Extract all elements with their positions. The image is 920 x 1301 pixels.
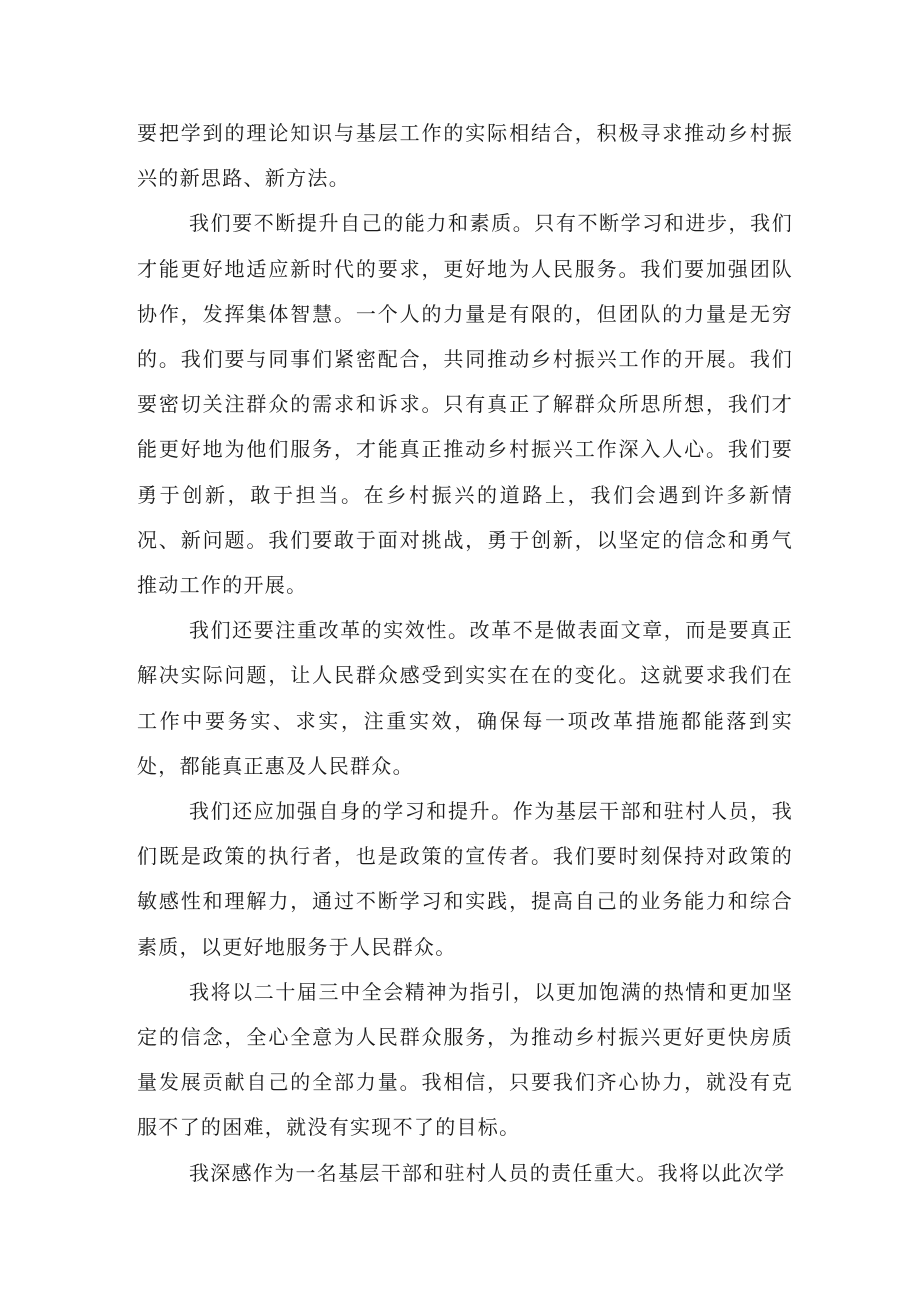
paragraph-continued: 要把学到的理论知识与基层工作的实际相结合，积极寻求推动乡村振兴的新思路、新方法。 [137,121,793,191]
paragraph: 我深感作为一名基层干部和驻村人员的责任重大。我将以此次学 [189,1160,786,1185]
paragraph: 我将以二十届三中全会精神为指引，以更加饱满的热情和更加坚定的信念，全心全意为人民群众服务，为推动乡村振兴更好更快房质量发展贡献自己的全部力量。我相信，只要我们齐心协力，就没有克服不了的困难，就没有实现不了的目标。 [137,979,793,1140]
document-body [137,111,793,1196]
paragraph: 我们还应加强自身的学习和提升。作为基层干部和驻村人员，我们既是政策的执行者，也是政策的宣传者。我们要时刻保持对政策的敏感性和理解力，通过不断学习和实践，提高自己的业务能力和综合素质，以更好地服务于人民群众。 [137,799,793,959]
paragraph: 我们要不断提升自己的能力和素质。只有不断学习和进步，我们才能更好地适应新时代的要求，更好地为人民服务。我们要加强团队协作，发挥集体智慧。一个人的力量是有限的，但团队的力量是无穷的。我们要与同事们紧密配合，共同推动乡村振兴工作的开展。我们要密切关注群众的需求和诉求。只有真正了解群众所思所想，我们才能更好地为他们服务，才能真正推动乡村振兴工作深入人心。我们要勇于创新，敢于担当。在乡村振兴的道路上，我们会遇到许多新情况、新问题。我们要敢于面对挑战，勇于创新，以坚定的信念和勇气推动工作的开展。 [137,211,793,598]
paragraph: 我们还要注重改革的实效性。改革不是做表面文章，而是要真正解决实际问题，让人民群众感受到实实在在的变化。这就要求我们在工作中要务实、求实，注重实效，确保每一项改革措施都能落到实处，都能真正惠及人民群众。 [137,618,793,778]
